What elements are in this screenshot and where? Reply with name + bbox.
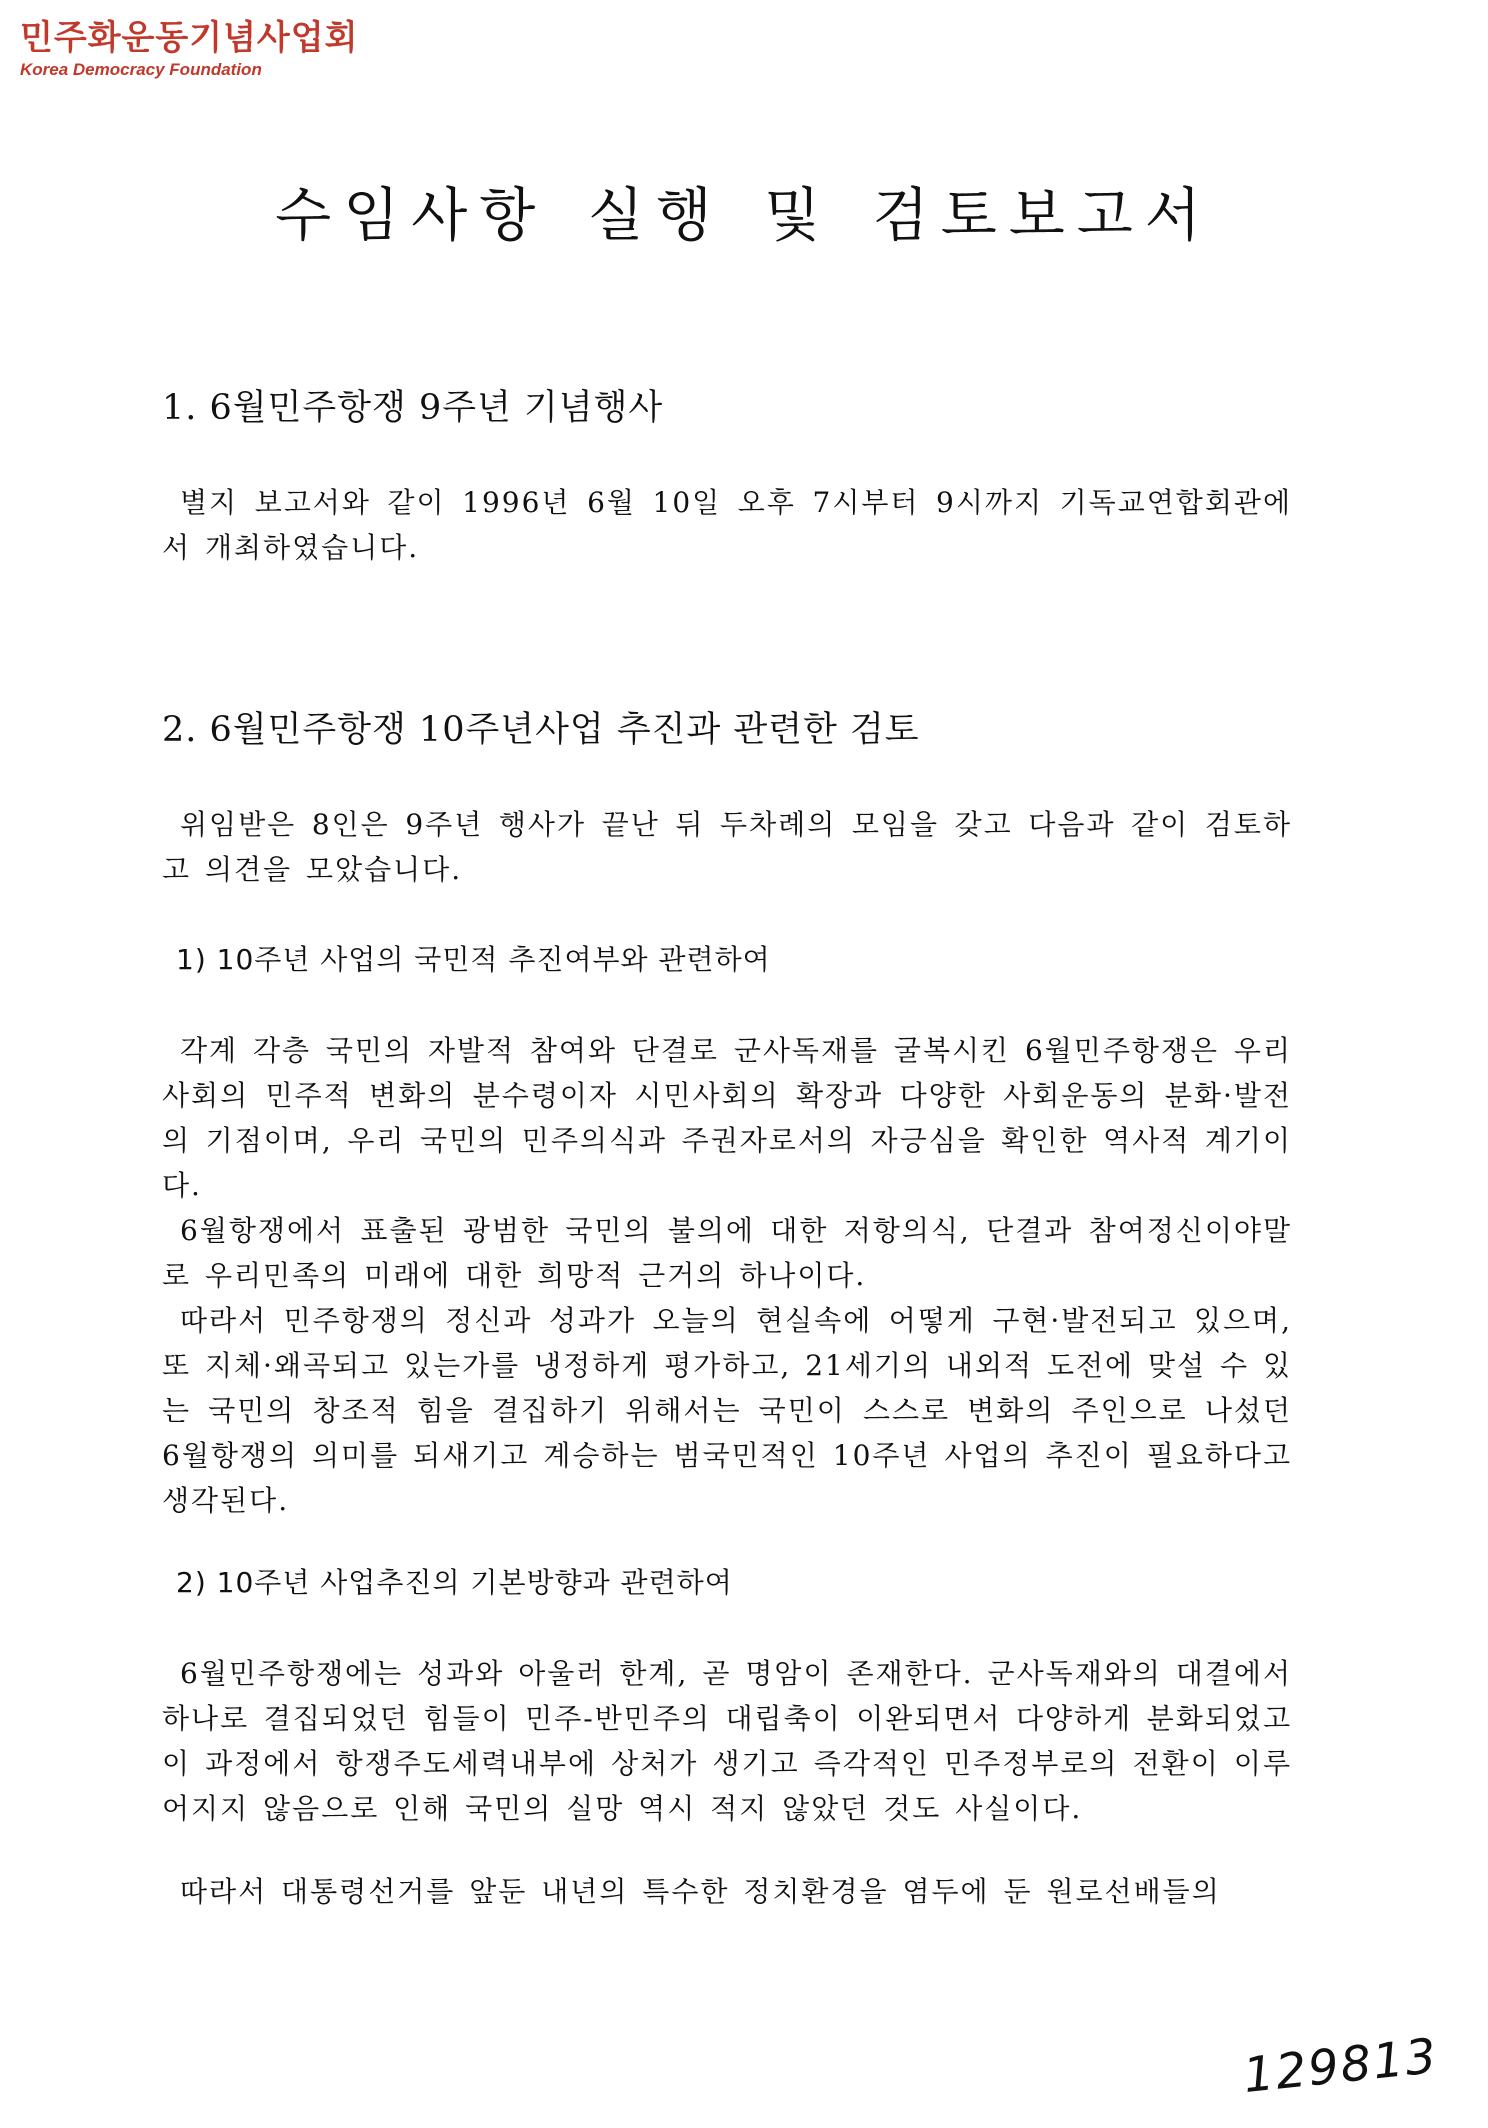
- subsection-2-heading: 2) 10주년 사업추진의 기본방향과 관련하여: [176, 1566, 733, 1599]
- subsection-1-paragraph: 6월항쟁에서 표출된 광범한 국민의 불의에 대한 저항의식, 단결과 참여정신이야말로 우리민족의 미래에 대한 희망적 근거의 하나이다.: [162, 1214, 1292, 1292]
- subsection-2-paragraph: 따라서 대통령선거를 앞둔 내년의 특수한 정치환경을 염두에 둔 원로선배들의: [180, 1875, 1221, 1908]
- section-2-heading: 2. 6월민주항쟁 10주년사업 추진과 관련한 검토: [162, 710, 920, 750]
- document-body: [162, 380, 1292, 1914]
- subsection-2-paragraph: 6월민주항쟁에는 성과와 아울러 한계, 곧 명암이 존재한다. 군사독재와의 대결에서 하나로 결집되었던 힘들이 민주-반민주의 대립축이 이완되면서 다양하게 분화되었고 이 과정에서 항쟁주도세력내부에 상처가 생기고 즉각적인 민주정부로의 전환이 이루어지지 않음으로 인해 국민의 실망 역시 적지 않았던 것도 사실이다.: [162, 1657, 1292, 1825]
- document-title: 수임사항 실행 및 검토보고서: [275, 181, 1213, 249]
- section-2-body: 위임받은 8인은 9주년 행사가 끝난 뒤 두차례의 모임을 갖고 다음과 같이 검토하고 의견을 모았습니다.: [162, 808, 1292, 886]
- handwritten-document-number: 129813: [1240, 2027, 1441, 2105]
- subsection-1-paragraph: 각계 각층 국민의 자발적 참여와 단결로 군사독재를 굴복시킨 6월민주항쟁은 우리사회의 민주적 변화의 분수령이자 시민사회의 확장과 다양한 사회운동의 분화·발전의 기점이며, 우리 국민의 민주의식과 주권자로서의 자긍심을 확인한 역사적 계기이다.: [162, 1034, 1292, 1202]
- logo-korean-text: 민주화운동기념사업회: [20, 18, 359, 58]
- logo-english-text: Korea Democracy Foundation: [20, 60, 262, 79]
- section-1-body: 별지 보고서와 같이 1996년 6월 10일 오후 7시부터 9시까지 기독교연합회관에서 개최하였습니다.: [162, 486, 1292, 564]
- subsection-1-heading: 1) 10주년 사업의 국민적 추진여부와 관련하여: [176, 943, 771, 976]
- subsection-1-paragraph: 따라서 민주항쟁의 정신과 성과가 오늘의 현실속에 어떻게 구현·발전되고 있으며, 또 지체·왜곡되고 있는가를 냉정하게 평가하고, 21세기의 내외적 도전에 맞설 수 있는 국민의 창조적 힘을 결집하기 위해서는 국민이 스스로 변화의 주인으로 나섰던 6월항쟁의 의미를 되새기고 계승하는 범국민적인 10주년 사업의 추진이 필요하다고 생각된다.: [162, 1304, 1292, 1517]
- foundation-logo: [20, 18, 358, 80]
- section-1-heading: 1. 6월민주항쟁 9주년 기념행사: [162, 388, 664, 428]
